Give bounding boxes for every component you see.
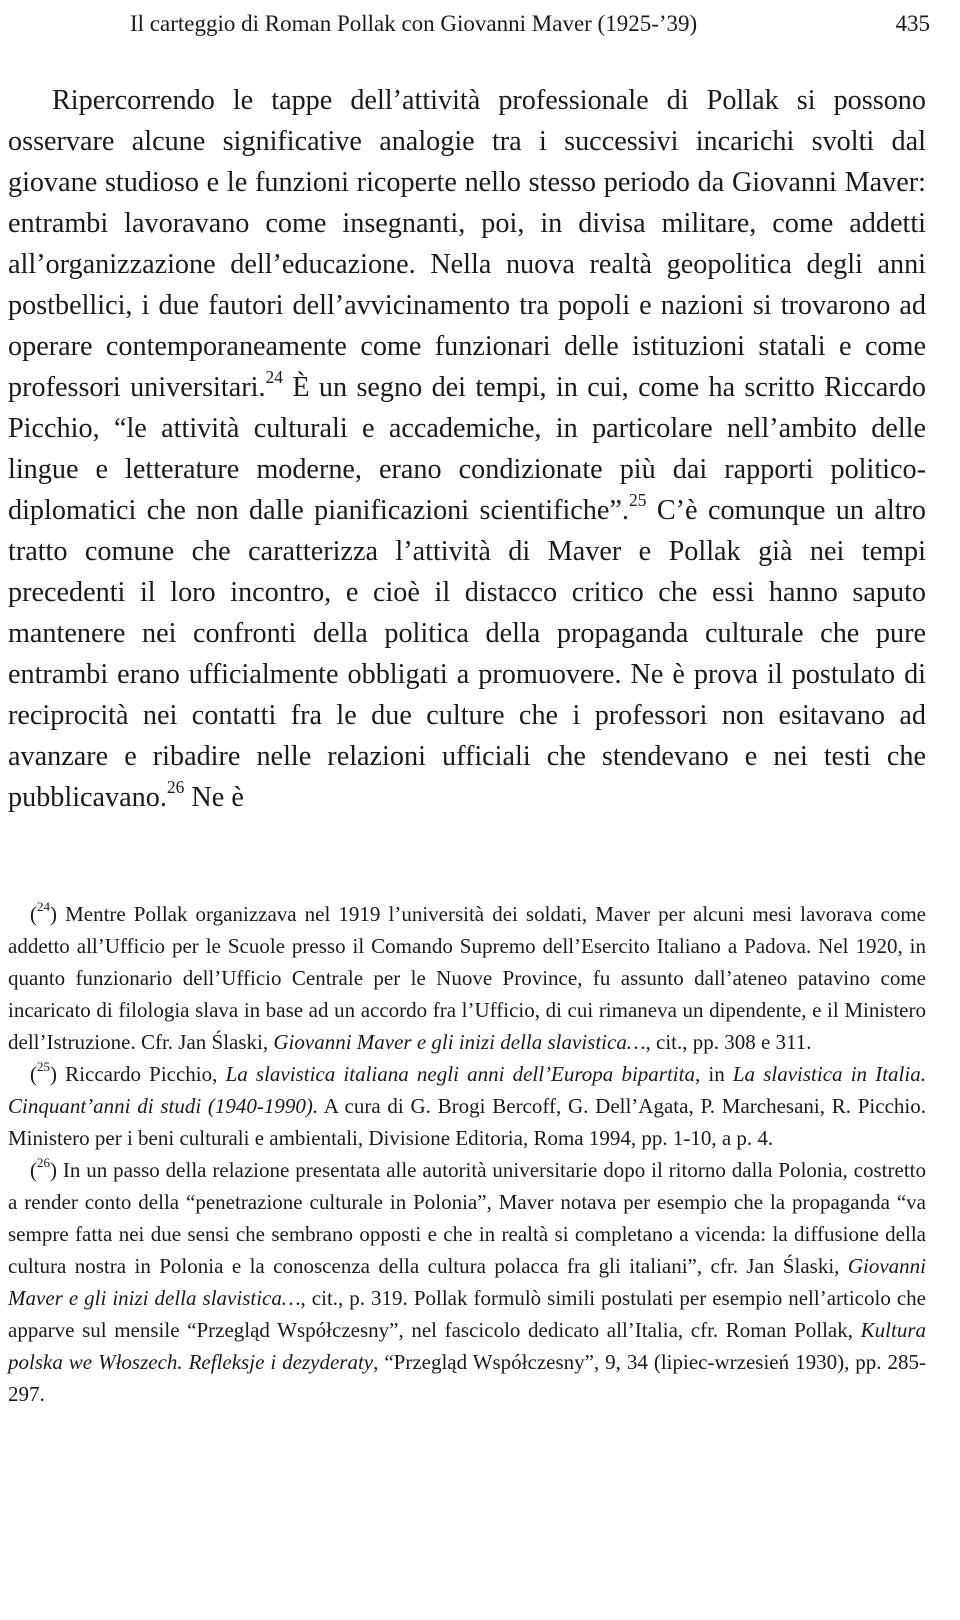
footnote-title-italic: La slavistica in Italia. Cinquant’anni di studi (1940-1990). — [8, 1062, 926, 1118]
main-text — [8, 80, 926, 818]
body-text-segment: Ne è — [184, 782, 244, 813]
footnote-number: 24 — [37, 899, 51, 915]
footnote-title-italic: Kultura polska we Włoszech. Refleksje i dezyderaty — [8, 1318, 926, 1374]
footnote-paren: ) — [50, 1158, 58, 1182]
body-text-segment: C’è comunque un altro tratto comune che caratterizza l’attività di Maver e Pollak già nei tempi precedenti il loro incontro, e cioè il distacco critico che essi hanno saputo mantenere nei confronti della politica della propaganda culturale che pure entrambi erano ufficialmente obbligati a promuovere. Ne è prova il postulato di reciprocità nei contatti fra le due culture che i professori non esitavano ad avanzare e ribadire nelle relazioni ufficiali che stendevano e nei testi che pubblicavano. — [8, 495, 926, 813]
page-number: 435 — [895, 11, 930, 36]
footnote-24 — [8, 898, 926, 1058]
footnote-paren: ( — [30, 902, 37, 926]
footnote-paren: ) — [50, 1062, 58, 1086]
footnote-number: 26 — [37, 1155, 51, 1171]
footnote-title-italic: Giovanni Maver e gli inizi della slavistica… — [273, 1030, 646, 1054]
footnote-25 — [8, 1058, 926, 1154]
footnote-26 — [8, 1154, 926, 1410]
footnote-text: Mentre Pollak organizzava nel 1919 l’università dei soldati, Maver per alcuni mesi lavorava come addetto all’Ufficio per le Scuole presso il Comando Supremo dell’Esercito Italiano a Padova. Nel 1920, in quanto funzionario dell’Ufficio Centrale per le Nuove Province, fu assunto dall’ateneo patavino come incaricato di filologia slava in base ad un accordo fra l’Ufficio, di cui rimaneva un dipendente, e il Ministero dell’Istruzione. Cfr. Jan Ślaski, — [8, 902, 926, 1054]
footnote-ref-26: 26 — [166, 777, 185, 797]
running-title: Il carteggio di Roman Pollak con Giovanni Maver (1925-’39) — [130, 11, 698, 36]
body-paragraph — [8, 80, 926, 818]
footnote-paren: ( — [30, 1158, 37, 1182]
footnote-text: In un passo della relazione presentata alle autorità universitarie dopo il ritorno dalla Polonia, costretto a render conto della “penetrazione culturale in Polonia”, Maver notava per esempio che la propaganda “va sempre fatta nei due sensi che sembrano opposti e che in realtà si completano a vicenda: la diffusione della cultura nostra in Polonia e la conoscenza della cultura polacca fra gli italiani”, cfr. Jan Ślaski, — [8, 1158, 926, 1278]
footnote-title-italic: Giovanni Maver e gli inizi della slavistica… — [8, 1254, 926, 1310]
footnote-text: , “Przegląd Współczesny”, 9, 34 (lipiec-wrzesień 1930), pp. 285-297. — [8, 1350, 926, 1406]
footnote-paren: ( — [30, 1062, 37, 1086]
footnote-text: Riccardo Picchio, — [57, 1062, 226, 1086]
body-text-segment: È un segno dei tempi, in cui, come ha scritto Riccardo Picchio, “le attività culturali e accademiche, in particolare nell’ambito delle lingue e letterature moderne, erano condizionate più dai rapporti politico-diplomatici che non dalle pianificazioni scientifiche”. — [8, 372, 926, 526]
footnote-title-italic: La slavistica italiana negli anni dell’Europa bipartita — [225, 1062, 695, 1086]
body-text-segment: Ripercorrendo le tappe dell’attività professionale di Pollak si possono osservare alcune significative analogie tra i successivi incarichi svolti dal giovane studioso e le funzioni ricoperte nello stesso periodo da Giovanni Maver: entrambi lavoravano come insegnanti, poi, in divisa militare, come addetti all’organizzazione dell’educazione. Nella nuova realtà geopolitica degli anni postbellici, i due fautori dell’avvicinamento tra popoli e nazioni si trovarono ad operare contemporaneamente come funzionari delle istituzioni statali e come professori universitari. — [8, 85, 926, 403]
footnote-text: A cura di G. Brogi Bercoff, G. Dell’Agata, P. Marchesani, R. Picchio. Ministero per i beni culturali e ambientali, Divisione Editoria, Roma 1994, pp. 1-10, a p. 4. — [8, 1094, 926, 1150]
footnote-ref-25: 25 — [628, 490, 647, 510]
footnote-paren: ) — [50, 902, 58, 926]
footnote-text: , cit., pp. 308 e 311. — [645, 1030, 812, 1054]
footnote-number: 25 — [37, 1059, 51, 1075]
footnote-ref-24: 24 — [265, 367, 283, 387]
footnote-text: , in — [694, 1062, 733, 1086]
footnote-text: , cit., p. 319. Pollak formulò simili postulati per esempio nell’articolo che apparve sul mensile “Przegląd Współczesny”, nel fascicolo dedicato all’Italia, cfr. Roman Pollak, — [8, 1286, 926, 1342]
footnotes — [8, 898, 926, 1410]
running-header — [130, 6, 930, 42]
